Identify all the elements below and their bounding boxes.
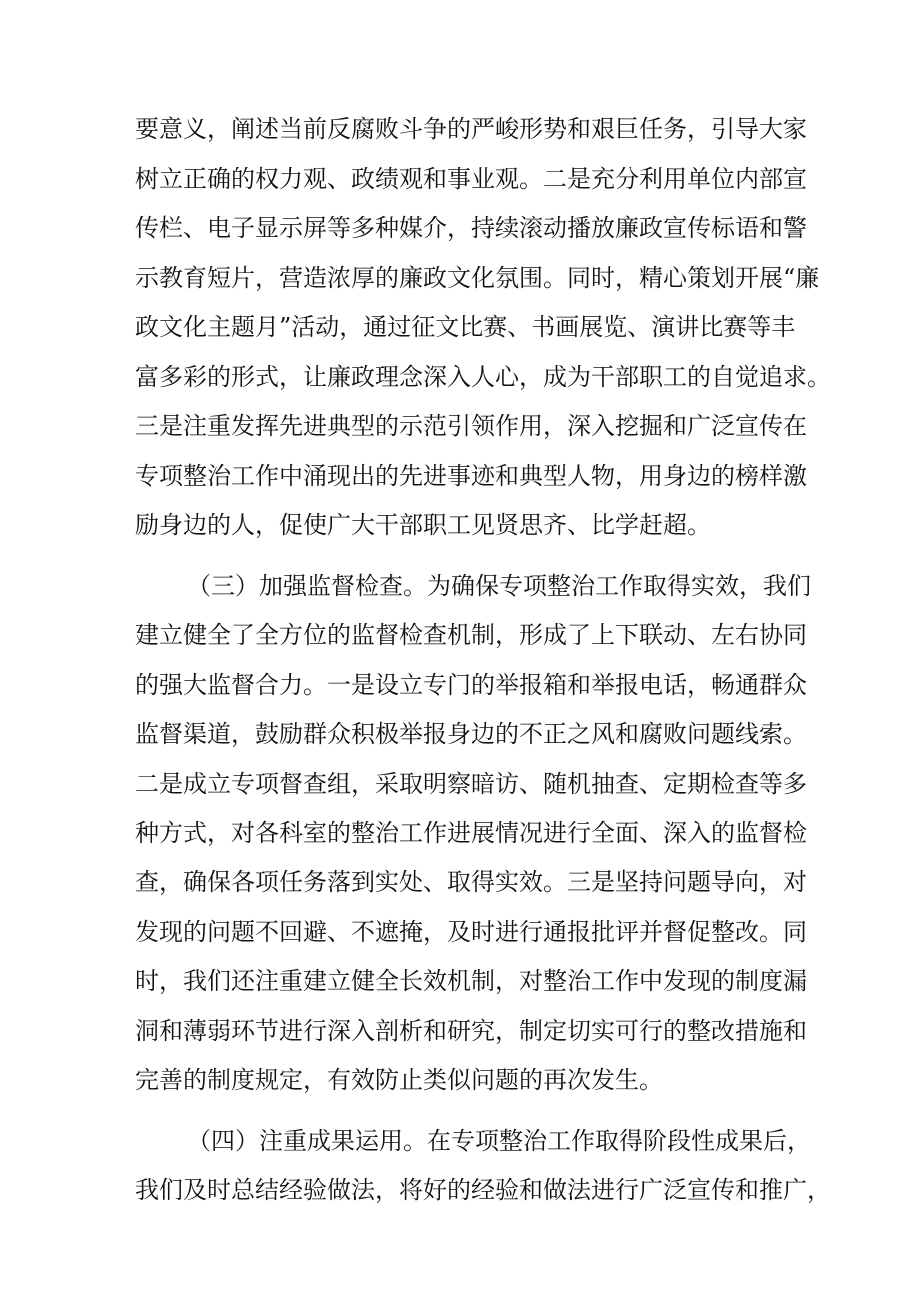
text-line-9: 励身边的人，促使广大干部职工见贤思齐、比学赶超。: [135, 511, 711, 539]
text-line-1: 要意义，阐述当前反腐败斗争的严峻形势和艰巨任务，引导大家: [135, 115, 807, 143]
text-line-17: 发现的问题不回避、不遮掩，及时进行通报批评并督促整改。同: [135, 918, 807, 946]
text-line-18: 时，我们还注重建立健全长效机制，对整治工作中发现的制度漏: [135, 967, 807, 995]
text-line-19: 洞和薄弱环节进行深入剖析和研究，制定切实可行的整改措施和: [135, 1017, 807, 1045]
text-line-2: 树立正确的权力观、政绩观和事业观。二是充分利用单位内部宣: [135, 165, 807, 193]
text-line-16: 查，确保各项任务落到实处、取得实效。三是坚持问题导向，对: [135, 868, 807, 896]
text-line-3: 传栏、电子显示屏等多种媒介，持续滚动播放廉政宣传标语和警: [135, 214, 807, 242]
text-line-8: 专项整治工作中涌现出的先进事迹和典型人物，用身边的榜样激: [135, 462, 807, 490]
section-heading-4: （四）注重成果运用。在专项整治工作取得阶段性成果后，: [187, 1127, 811, 1155]
text-line-14: 二是成立专项督查组，采取明察暗访、随机抽查、定期检查等多: [135, 770, 807, 798]
text-line-7: 三是注重发挥先进典型的示范引领作用，深入挖掘和广泛宣传在: [135, 412, 807, 440]
text-line-12: 的强大监督合力。一是设立专门的举报箱和举报电话，畅通群众: [135, 671, 807, 699]
section-heading-3: （三）加强监督检查。为确保专项整治工作取得实效，我们: [187, 572, 811, 600]
text-line-20: 完善的制度规定，有效防止类似问题的再次发生。: [135, 1066, 663, 1094]
text-line-11: 建立健全了全方位的监督检查机制，形成了上下联动、左右协同: [135, 621, 807, 649]
text-line-4: 示教育短片，营造浓厚的廉政文化氛围。同时，精心策划开展“廉: [135, 264, 820, 292]
text-line-6: 富多彩的形式，让廉政理念深入人心，成为干部职工的自觉追求。: [135, 363, 831, 391]
text-line-22: 我们及时总结经验做法，将好的经验和做法进行广泛宣传和推广，: [135, 1176, 831, 1204]
text-line-13: 监督渠道，鼓励群众积极举报身边的不正之风和腐败问题线索。: [135, 720, 807, 748]
text-line-15: 种方式，对各科室的整治工作进展情况进行全面、深入的监督检: [135, 819, 807, 847]
text-line-5: 政文化主题月”活动，通过征文比赛、书画展览、演讲比赛等丰: [135, 313, 796, 341]
